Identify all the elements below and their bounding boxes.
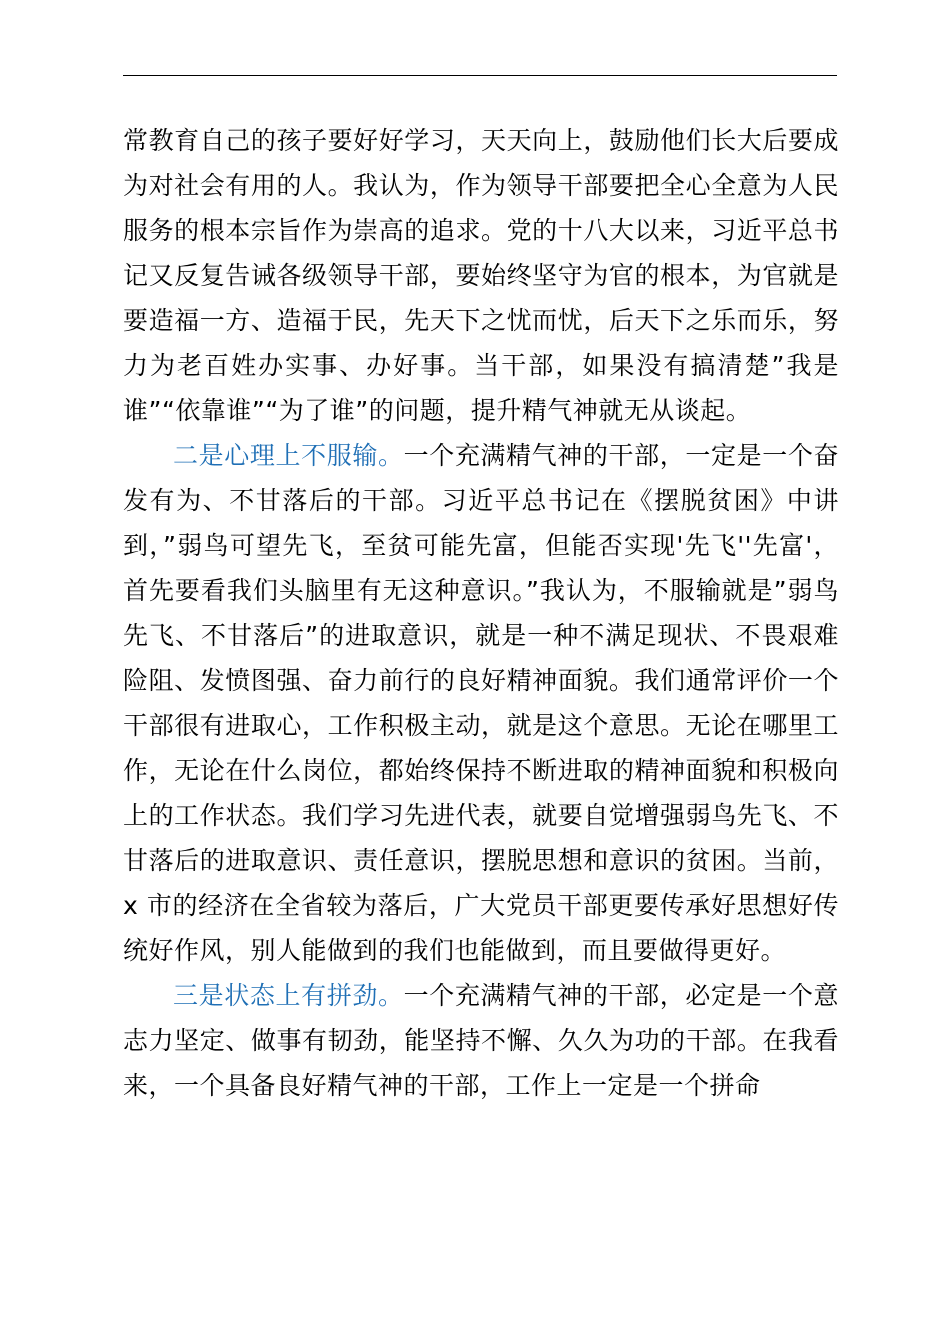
paragraph-3-heading: 三是状态上有拼劲。 [173, 981, 404, 1010]
paragraph-2-heading: 二是心理上不服输。 [173, 441, 404, 470]
paragraph-2 [123, 433, 839, 973]
paragraph-3-text: 一个充满精气神的干部，必定是一个意志力坚定、做事有韧劲，能坚持不懈、久久为功的干部。在我看来，一个具备良好精气神的干部，工作上一定是一个拼命 [123, 981, 839, 1100]
document-body [123, 118, 839, 1108]
paragraph-2-text: 一个充满精气神的干部，一定是一个奋发有为、不甘落后的干部。习近平总书记在《摆脱贫困》中讲到，”弱鸟可望先飞，至贫可能先富，但能否实现'先飞''先富'，首先要看我们头脑里有无这种意识。”我认为，不服输就是”弱鸟先飞、不甘落后”的进取意识，就是一种不满足现状、不畏艰难险阻、发愤图强、奋力前行的良好精神面貌。我们通常评价一个干部很有进取心，工作积极主动，就是这个意思。无论在哪里工作，无论在什么岗位，都始终保持不断进取的精神面貌和积极向上的工作状态。我们学习先进代表，就要自觉增强弱鸟先飞、不甘落后的进取意识、责任意识，摆脱思想和意识的贫困。当前，x 市的经济在全省较为落后，广大党员干部更要传承好思想好传统好作风，别人能做到的我们也能做到，而且要做得更好。 [123, 441, 839, 965]
paragraph-1 [123, 118, 839, 433]
header-rule [123, 75, 837, 76]
paragraph-1-text: 常教育自己的孩子要好好学习，天天向上，鼓励他们长大后要成为对社会有用的人。我认为，作为领导干部要把全心全意为人民服务的根本宗旨作为崇高的追求。党的十八大以来，习近平总书记又反复告诫各级领导干部，要始终坚守为官的根本，为官就是要造福一方、造福于民，先天下之忧而忧，后天下之乐而乐，努力为老百姓办实事、办好事。当干部，如果没有搞清楚”我是谁”“依靠谁”“为了谁”的问题，提升精气神就无从谈起。 [123, 126, 839, 425]
paragraph-3 [123, 973, 839, 1108]
